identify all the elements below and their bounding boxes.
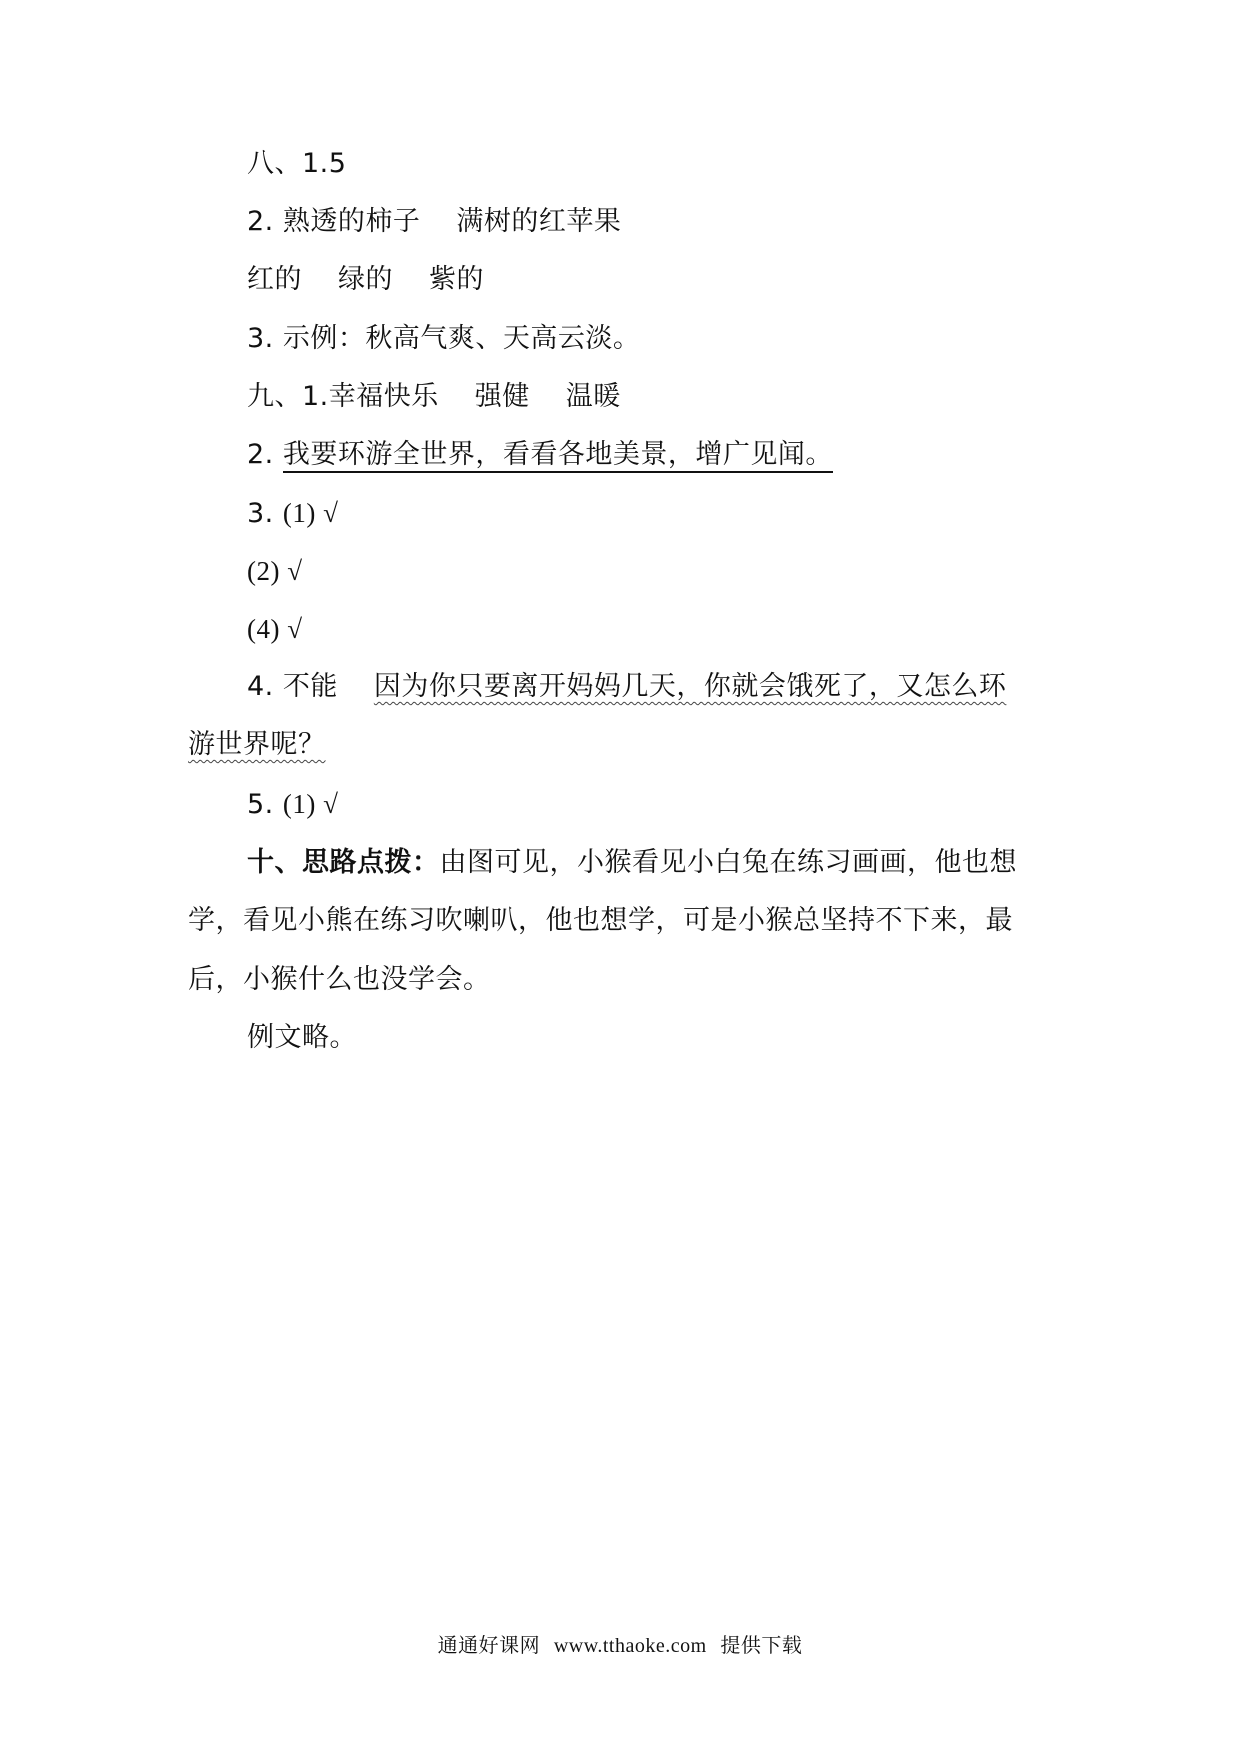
q9-line-7: [188, 727, 326, 763]
answer-text: 紫的: [429, 264, 484, 295]
q9-heading: 九、1.幸福快乐: [247, 381, 439, 412]
answer-text: 熟透的柿子: [282, 206, 421, 237]
q9-line-8: [247, 786, 338, 823]
q8-line-1: [247, 146, 346, 182]
q9-line-3: [247, 495, 338, 532]
paragraph-text: 由图可见，小猴看见小白兔在练习画画，他也想: [439, 847, 1017, 878]
check-answer: (1) √: [282, 789, 339, 819]
answer-text: 强健: [474, 381, 530, 412]
q9-line-6: [247, 669, 1006, 705]
wavy-underlined-answer: 游世界呢？: [188, 729, 326, 760]
q9-line-4: [247, 553, 303, 590]
page-footer: [0, 1629, 1240, 1658]
check-answer: (2) √: [247, 556, 303, 586]
check-answer: (4) √: [247, 614, 303, 644]
underlined-answer: 我要环游全世界，看看各地美景，增广见闻。: [283, 439, 833, 473]
wavy-underlined-answer: 因为你只要离开妈妈几天，你就会饿死了，又怎么环: [373, 671, 1007, 702]
answer-text: 温暖: [565, 381, 621, 412]
footer-site-name: 通通好课网: [437, 1633, 541, 1657]
q8-line-2: [247, 204, 621, 240]
q9-line-2: [247, 437, 833, 473]
item-number: 3.: [247, 498, 274, 529]
q9-line-1: [247, 379, 621, 415]
answer-text: 不能: [282, 671, 338, 702]
footer-suffix: 提供下载: [720, 1633, 803, 1657]
item-number: 4.: [247, 671, 274, 702]
paragraph-text: 例文略。: [247, 1022, 357, 1053]
item-number: 2.: [247, 206, 274, 237]
q10-line-1: [247, 845, 1017, 881]
q10-line-4: [247, 1020, 357, 1056]
q10-line-2: [188, 903, 1013, 939]
answer-text: 红的: [247, 264, 302, 295]
q10-line-3: [188, 962, 491, 998]
item-number: 5.: [247, 789, 274, 820]
answer-text: 满树的红苹果: [456, 206, 622, 237]
answer-text: 示例：秋高气爽、天高云淡。: [282, 323, 641, 354]
check-answer: (1) √: [282, 498, 339, 528]
q8-line-4: [247, 321, 640, 357]
q9-line-5: [247, 611, 303, 648]
q10-heading: 十、思路点拨：: [247, 847, 440, 878]
item-number: 3.: [247, 323, 274, 354]
answer-text: 绿的: [338, 264, 393, 295]
footer-url[interactable]: www.tthaoke.com: [553, 1635, 707, 1657]
q8-heading: 八、1.5: [247, 148, 347, 179]
paragraph-text: 学，看见小熊在练习吹喇叭，他也想学，可是小猴总坚持不下来，最: [188, 905, 1013, 936]
paragraph-text: 后，小猴什么也没学会。: [188, 964, 491, 995]
item-number: 2.: [247, 439, 274, 470]
q8-line-3: [247, 262, 484, 298]
